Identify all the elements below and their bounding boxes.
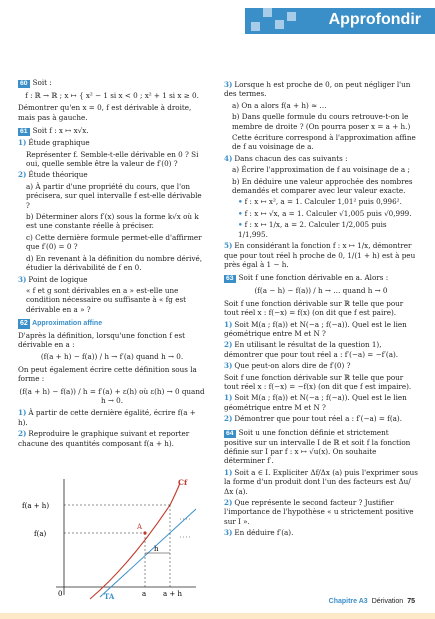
ex64-text: Soit u une fonction définie et strictement positive sur un intervalle I de ℝ et soit f la fonction définie sur I par f : x ↦ √u(x). On souhaite déterminer f′. bbox=[224, 427, 411, 466]
ex63-q3: Que peut-on alors dire de f′(0) ? bbox=[234, 361, 351, 371]
label-fah: f(a + h) bbox=[22, 502, 50, 510]
label-h: h bbox=[154, 545, 159, 553]
ex63-q4: Soit M(a ; f(a)) et N(−a ; f(−a)). Quel est le lien géométrique entre M et N ? bbox=[224, 393, 407, 412]
ex62-q1: À partir de cette dernière égalité, écrire f(a + h). bbox=[18, 408, 196, 427]
bullet-3: • f : x ↦ 1/x, a = 2. Calculer 1/2,005 puis 1/1,995. bbox=[238, 220, 387, 239]
ex61-q2b: b) Déterminer alors f′(x) sous la forme k√x où k est une constante réelle à préciser. bbox=[26, 212, 199, 231]
ex62-formula1: (f(a + h) − f(a)) / h → f′(a) quand h → 0. bbox=[40, 352, 184, 362]
ex60-function: f : ℝ → ℝ ; x ↦ { x² − 1 si x < 0 ; x² + 1 si x ≥ 0. bbox=[25, 91, 199, 100]
point-A bbox=[143, 531, 146, 534]
exercise-number: 64 bbox=[226, 429, 234, 437]
left-column: 60 Soit : f : ℝ → ℝ ; x ↦ { x² − 1 si x < 0 ; x² + 1 si x ≥ 0. Démontrer qu'en x = 0, f est dérivable à droite, mais pas à gauche. 61 Soit f : x ↦ x√x. 1) Étude graphique Représenter f. Semble-t-elle dérivable en 0 ? Si oui, quelle semble être la valeur de f′(0) ? 2) Étude théorique a) À partir d'une propriété du cours, que l'on précisera, sur quel intervalle f est-elle dérivable ? b) Déterminer alors f′(x) sous la forme k√x où k est une constante réelle à préciser. c) Cette dernière formule permet-elle d'affirmer que f′(0) = 0 ? d) En revenant à la définition du nombre dérivé, étudier la dérivabilité de f en 0. 3) Point de logique « f et g sont dérivables en a » est-elle une condition nécessaire ou suffisante à « fg est dérivable en a » ? 62 Approximation affine D'après la définition, lorsqu'une fonction f est dérivable en a : (f(a + h) − f(a)) / h → f′(a) quand h → 0. On peut également écrire cette définition sous la forme : (f(a + h) − f(a)) / h = f′(a) + ε(h) où ε(h) → 0 quand h → 0. 1) À partir de cette dernière égalité, écrire f(a + h). 2) Reproduire le graphique suivant et reporter chacune des quantités composant f(a + h). bbox=[18, 78, 205, 448]
ex63-formula: (f(a − h) − f(a)) / h → … quand h → 0 bbox=[254, 286, 388, 296]
ex61-q2a: a) À partir d'une propriété du cours, que l'on précisera, sur quel intervalle f est-elle dérivable ? bbox=[26, 181, 202, 210]
section-banner bbox=[245, 8, 435, 34]
ex61-q2c: c) Cette dernière formule permet-elle d'affirmer que f′(0) = 0 ? bbox=[26, 232, 202, 252]
bullet-2: • f : x ↦ √x, a = 1. Calculer √1,005 puis √0,999. bbox=[238, 208, 412, 218]
ex64-q2: Que représente le second facteur ? Justifier l'importance de l'hypothèse « u strictement positive sur I ». bbox=[224, 498, 414, 526]
exercise-number: 62 bbox=[20, 320, 28, 328]
label-ta: TA bbox=[104, 592, 115, 600]
label-cf: Cf bbox=[178, 478, 188, 487]
ex62-p2: On peut également écrire cette définition sous la forme : bbox=[18, 364, 197, 384]
decor-square bbox=[251, 22, 260, 31]
q4a: a) Écrire l'approximation de f au voisinage de a ; bbox=[232, 165, 410, 175]
label-A: A bbox=[137, 523, 143, 531]
ex63-q1: Soit M(a ; f(a)) et N(−a ; f(−a)). Quel est le lien géométrique entre M et N ? bbox=[224, 319, 407, 338]
section-title: Approfondir bbox=[328, 11, 421, 28]
right-column: 3) Lorsque h est proche de 0, on peut négliger l'un des termes. a) On a alors f(a + h) ≈ … b) Dans quelle formule du cours retrouve-t-on le membre de droite ? (On pourra poser x = a + h.) Cette écriture correspond à l'approximation affine de f au voisinage de a. 4) Dans chacun des cas suivants : a) Écrire l'approximation de f au voisinage de a ; b) En déduire une valeur approchée des nombres demandés et comparer avec leur valeur exacte. • f : x ↦ x², a = 1. Calculer 1,01² puis 0,996². • f : x ↦ √x, a = 1. Calculer √1,005 puis √0,999. • f : x ↦ 1/x, a = 2. Calculer 1/2,005 puis 1/1,995. 5) En considérant la fonction f : x ↦ 1/x, démontrer que pour tout réel h proche de 0, 1/(1 + h) est à peu près égal à 1 − h. 63 Soit f une fonction dérivable en a. Alors : (f(a − h) − f(a)) / h → … quand h → 0 Soit f une fonction dérivable sur ℝ telle que pour tout réel x : f(−x) = f(x) (on dit que f est paire). 1) Soit M(a ; f(a)) et N(−a ; f(−a)). Quel est le lien géométrique entre M et N ? 2) En utilisant le résultat de la question 1), démontrer que pour tout réel a : f′(−a) = −f′(a). 3) Que peut-on alors dire de f′(0) ? Soit f une fonction dérivable sur ℝ telle que pour tout réel x : f(−x) = −f(x) (on dit que f est impaire). 1) Soit M(a ; f(a)) et N(−a ; f(−a)). Quel est le lien géométrique entre M et N ? 2) Démontrer que pour tout réel a : f′(−a) = f(a). 64 Soit u une fonction définie et strictement positive sur un intervalle I de ℝ et soit f la fonction définie sur I par f : x ↦ √u(x). On souhaite déterminer f′. 1) Soit a ∈ I. Expliciter Δf/Δx (a) puis l'exprimer sous la forme d'un produit dont l'un des facteurs est Δu/Δx (a). 2) Que représente le second facteur ? Justifier l'importance de l'hypothèse « u strictement positive sur I ». 3) En déduire f′(a). bbox=[224, 80, 418, 538]
q3a: a) On a alors f(a + h) ≈ … bbox=[232, 100, 327, 110]
page-footer bbox=[329, 598, 415, 605]
footer-chapter: Chapitre A3 bbox=[328, 598, 368, 605]
ex60-intro: Soit : bbox=[32, 78, 52, 87]
ex64-q3: En déduire f′(a). bbox=[234, 528, 294, 538]
curve-cf bbox=[90, 483, 180, 599]
ex61-q1: Étude graphique bbox=[28, 138, 90, 148]
label-origin: 0 bbox=[58, 590, 63, 598]
ex61-q3-text: « f et g sont dérivables en a » est-elle une condition nécessaire ou suffisante à « fg est dérivable en a » ? bbox=[26, 285, 187, 314]
ex64-q1: Soit a ∈ I. Expliciter Δf/Δx (a) puis l'exprimer sous la forme d'un produit dont l'un des facteurs est Δu/Δx (a). bbox=[224, 467, 418, 496]
ex60-text: Démontrer qu'en x = 0, f est dérivable à droite, mais pas à gauche. bbox=[18, 103, 192, 122]
page-number: 75 bbox=[407, 598, 415, 605]
decor-square bbox=[263, 8, 272, 17]
ex62-formula2: (f(a + h) − f(a)) / h = f′(a) + ε(h) où ε(h) → 0 quand h → 0. bbox=[19, 386, 205, 405]
exercise-number: 63 bbox=[226, 275, 234, 283]
ex63-p1: Soit f une fonction dérivable sur ℝ telle que pour tout réel x : f(−x) = f(x) (on dit que f est paire). bbox=[224, 298, 404, 318]
ex62-title: Approximation affine bbox=[32, 320, 103, 328]
ex63-q2: En utilisant le résultat de la question 1), démontrer que pour tout réel a : f′(−a) = −f′(a). bbox=[224, 340, 399, 359]
bullet-1: • f : x ↦ x², a = 1. Calculer 1,01² puis 0,996². bbox=[238, 197, 402, 207]
ex61-q2: Étude théorique bbox=[28, 170, 88, 180]
q4: Dans chacun des cas suivants : bbox=[234, 153, 348, 163]
ex63-p2: Soit f une fonction dérivable sur ℝ telle que pour tout réel x : f(−x) = −f(x) (on dit que f est impaire). bbox=[224, 372, 412, 391]
decor-square bbox=[287, 12, 296, 21]
exercise-number: 60 bbox=[20, 80, 28, 87]
q3b: b) Dans quelle formule du cours retrouve-t-on le membre de droite ? (On pourra poser x = a + h.) bbox=[232, 112, 411, 131]
q3-note: Cette écriture correspond à l'approximation affine de f au voisinage de a. bbox=[232, 133, 416, 152]
ex61-q2d: d) En revenant à la définition du nombre dérivé, étudier la dérivabilité de f en 0. bbox=[26, 253, 203, 273]
q5: En considérant la fonction f : x ↦ 1/x, démontrer que pour tout réel h proche de 0, 1/(1 + h) est à peu près égal à 1 − h. bbox=[224, 241, 416, 269]
footer-title: Dérivation bbox=[371, 598, 404, 605]
label-a-plus-h: a + h bbox=[163, 590, 182, 598]
ex61-intro: Soit f : x ↦ x√x. bbox=[32, 126, 89, 136]
q3: Lorsque h est proche de 0, on peut négliger l'un des termes. bbox=[224, 80, 411, 99]
ex62-q2: Reproduire le graphique suivant et reporter chacune des quantités composant f(a + h). bbox=[18, 429, 190, 448]
ex63-intro: Soit f une fonction dérivable en a. Alors : bbox=[238, 273, 389, 283]
label-a: a bbox=[142, 590, 147, 598]
label-fa: f(a) bbox=[34, 530, 47, 538]
decor-square bbox=[275, 20, 284, 29]
exercise-number: 61 bbox=[20, 128, 28, 136]
ex62-p1: D'après la définition, lorsqu'une fonction f est dérivable en a : bbox=[18, 330, 186, 349]
q4b: b) En déduire une valeur approchée des nombres demandés et comparer avec leur valeur exacte. bbox=[232, 176, 413, 196]
bottom-bar bbox=[0, 613, 435, 619]
ex61-q1-text: Représenter f. Semble-t-elle dérivable en 0 ? Si oui, quelle semble être la valeur de f′(0) ? bbox=[26, 149, 199, 169]
ex63-q5: Démontrer que pour tout réel a : f′(−a) = f(a). bbox=[234, 414, 402, 424]
ex61-q3: Point de logique bbox=[28, 274, 88, 284]
tangent-graph bbox=[20, 475, 200, 600]
